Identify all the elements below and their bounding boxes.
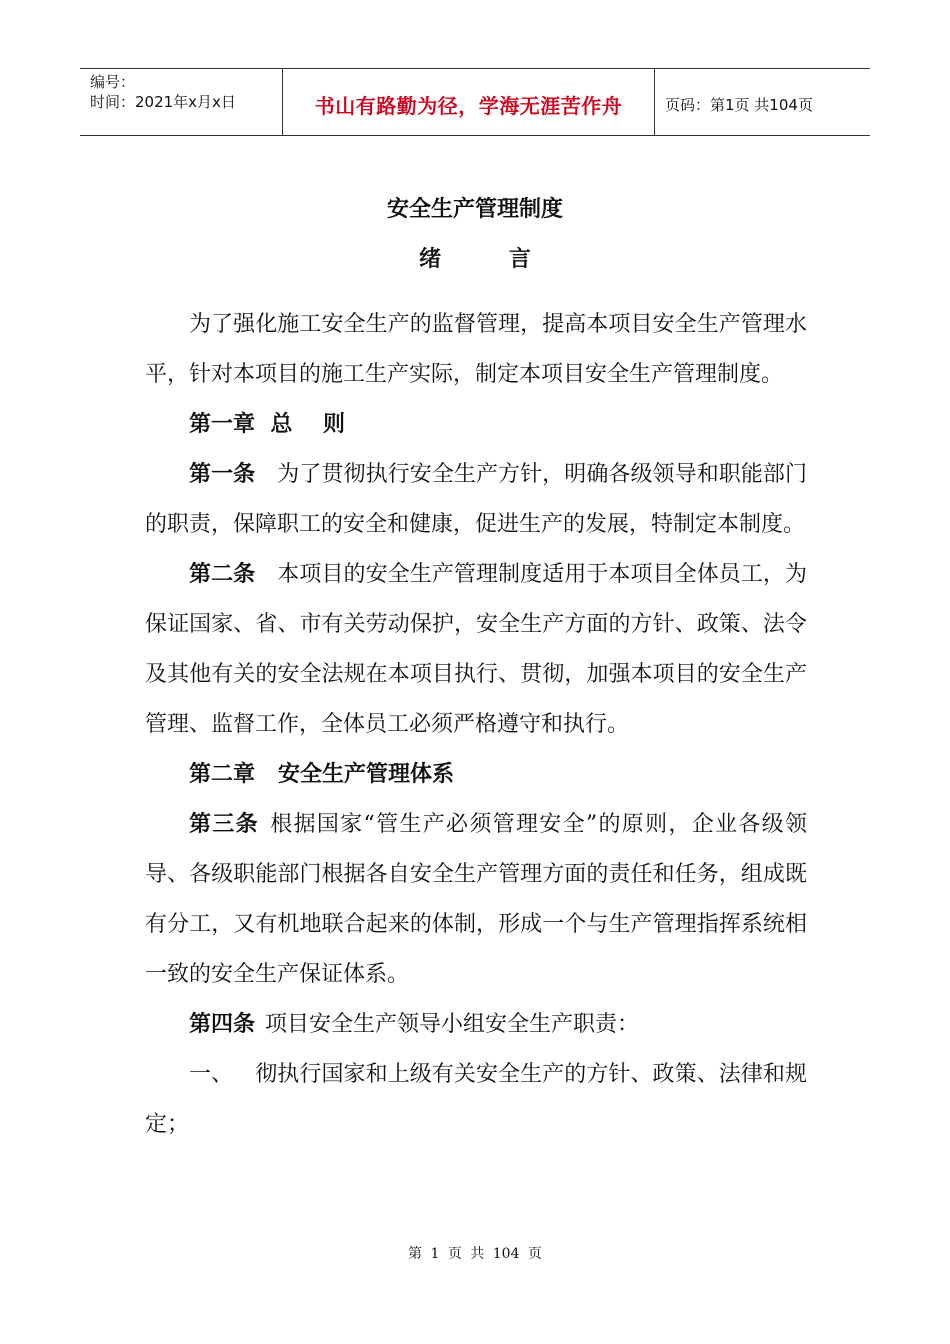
page-footer: 第 1 页 共 104 页 <box>408 1246 542 1262</box>
header-meta <box>80 69 282 135</box>
header-motto: 书山有路勤为径，学海无涯苦作舟 <box>314 93 623 118</box>
article-paragraph <box>145 550 807 750</box>
list-text: 彻执行国家和上级有关安全生产的方针、政策、法律和规定； <box>145 1062 807 1137</box>
preface-paragraph: 为了强化施工安全生产的监督管理，提高本项目安全生产管理水平，针对本项目的施工生产实际，制定本项目安全生产管理制度。 <box>145 312 807 387</box>
list-marker: 一、 <box>189 1062 234 1087</box>
document-header <box>80 68 870 136</box>
article-text: 根据国家“管生产必须管理安全”的原则，企业各级领导、各级职能部门根据各自安全生产管理方面的责任和任务，组成既有分工，又有机地联合起来的体制，形成一个与生产管理指挥系统相一致的安全生产保证体系。 <box>145 812 807 987</box>
article-text: 本项目的安全生产管理制度适用于本项目全体员工，为保证国家、省、市有关劳动保护，安全生产方面的方针、政策、法令及其他有关的安全法规在本项目执行、贯彻，加强本项目的安全生产管理、监督工作，全体员工必须严格遵守和执行。 <box>145 562 807 737</box>
chapter1-heading: 第一章 总 则 <box>189 412 345 437</box>
document-subtitle: 绪 言 <box>419 247 531 272</box>
article-label: 第二条 <box>189 562 256 587</box>
chapter-heading <box>145 750 807 800</box>
article-paragraph <box>145 800 807 1000</box>
date-line: 时间：2021年x月x日 <box>90 93 236 111</box>
article-label: 第四条 <box>189 1012 256 1037</box>
article-label: 第一条 <box>189 462 256 487</box>
document-body <box>145 300 807 1150</box>
article-text: 项目安全生产领导小组安全生产职责： <box>265 1012 640 1037</box>
article-label: 第三条 <box>189 812 259 837</box>
list-item <box>145 1050 807 1150</box>
number-label: 编号： <box>90 73 136 91</box>
chapter-heading <box>145 400 807 450</box>
chapter2-heading: 第二章 安全生产管理体系 <box>189 762 454 787</box>
article-text: 为了贯彻执行安全生产方针，明确各级领导和职能部门的职责，保障职工的安全和健康，促进生产的发展，特制定本制度。 <box>145 462 807 537</box>
header-page-info: 页码：第1页 共104页 <box>665 95 813 114</box>
document-title: 安全生产管理制度 <box>386 197 563 222</box>
article-paragraph <box>145 1000 807 1050</box>
article-paragraph <box>145 450 807 550</box>
